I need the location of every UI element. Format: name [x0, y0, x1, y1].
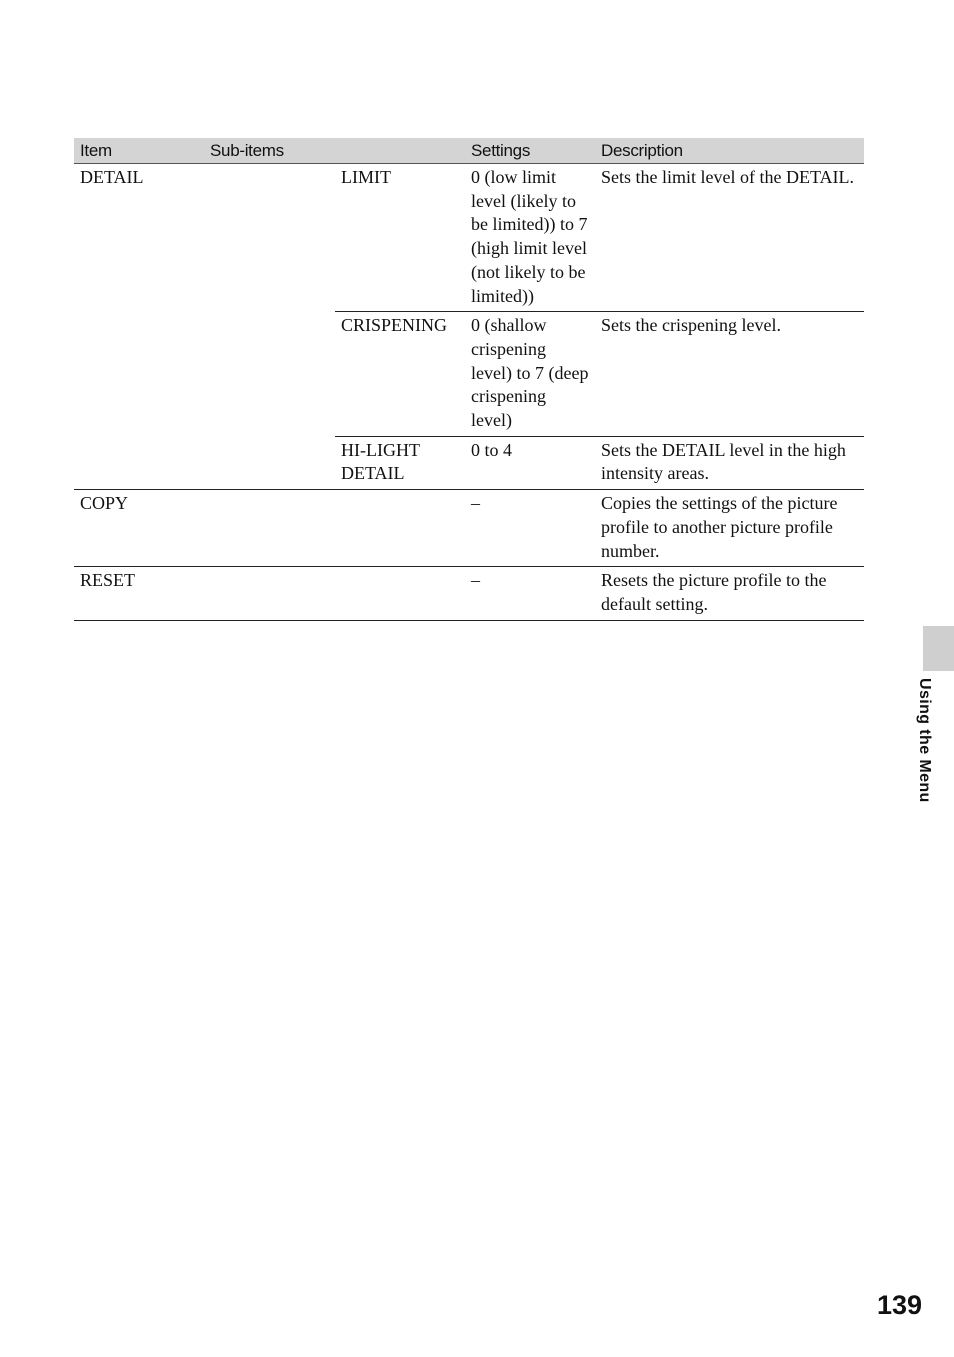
settings-limit: 0 (low limit level (likely to be limited)) to 7 (high limit level (not likely to be limited)) — [465, 164, 595, 312]
sub-items-blank — [204, 164, 335, 490]
description-copy: Copies the settings of the picture profile to another picture profile number. — [595, 490, 864, 567]
settings-hi-light-detail: 0 to 4 — [465, 436, 595, 489]
section-tab-marker — [923, 626, 954, 671]
table-header-row — [74, 138, 864, 164]
header-settings: Settings — [465, 138, 595, 164]
table-row — [74, 490, 864, 567]
sub-items-blank — [204, 567, 335, 620]
description-hi-light-detail: Sets the DETAIL level in the high intensity areas. — [595, 436, 864, 489]
header-description: Description — [595, 138, 864, 164]
header-item: Item — [74, 138, 204, 164]
sub-item-limit: LIMIT — [335, 164, 465, 312]
table-row — [74, 567, 864, 620]
sub-items-blank — [204, 490, 335, 567]
page-number: 139 — [876, 1290, 922, 1320]
item-reset: RESET — [74, 567, 204, 620]
sub-items-blank — [335, 490, 465, 567]
picture-profile-table — [74, 138, 864, 621]
table-row — [74, 164, 864, 312]
section-side-label: Using the Menu — [916, 678, 933, 803]
settings-reset: – — [465, 567, 595, 620]
item-detail: DETAIL — [74, 164, 204, 490]
settings-copy: – — [465, 490, 595, 567]
description-reset: Resets the picture profile to the default setting. — [595, 567, 864, 620]
description-limit: Sets the limit level of the DETAIL. — [595, 164, 864, 312]
settings-crispening: 0 (shallow crispening level) to 7 (deep crispening level) — [465, 312, 595, 437]
header-sub-items: Sub-items — [204, 138, 465, 164]
sub-item-crispening: CRISPENING — [335, 312, 465, 437]
sub-items-blank — [335, 567, 465, 620]
item-copy: COPY — [74, 490, 204, 567]
description-crispening: Sets the crispening level. — [595, 312, 864, 437]
sub-item-hi-light-detail: HI-LIGHT DETAIL — [335, 436, 465, 489]
